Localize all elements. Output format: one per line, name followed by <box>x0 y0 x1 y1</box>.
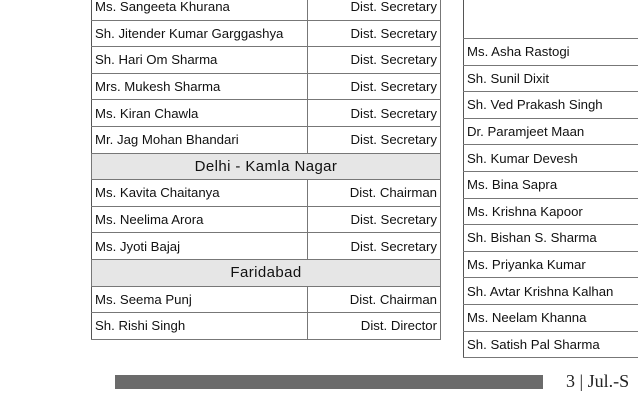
table-row <box>92 100 441 127</box>
member-name: Sh. Hari Om Sharma <box>92 47 308 74</box>
member-role: Dist. Secretary <box>308 73 441 100</box>
member-name: Sh. Avtar Krishna Kalhan <box>464 278 638 305</box>
section-header-row <box>92 153 441 180</box>
member-name: Ms. Neelima Arora <box>92 206 308 233</box>
member-name: Ms. Sangeeta Khurana <box>92 0 308 20</box>
member-name: Ms. Kiran Chawla <box>92 100 308 127</box>
table-row <box>464 171 638 198</box>
member-name: Ms. Priyanka Kumar <box>464 251 638 278</box>
table-row <box>464 278 638 305</box>
member-role: Dist. Chairman <box>308 180 441 207</box>
office-bearers-table-right <box>463 0 638 358</box>
table-row <box>464 65 638 92</box>
table-row <box>464 39 638 66</box>
member-name: Sh. Kumar Devesh <box>464 145 638 172</box>
table-row <box>464 331 638 358</box>
member-role: Dist. Secretary <box>308 20 441 47</box>
member-name: Ms. Asha Rastogi <box>464 39 638 66</box>
table-row <box>92 73 441 100</box>
footer-bar <box>115 375 543 389</box>
table-row <box>92 286 441 313</box>
table-row <box>92 47 441 74</box>
member-role: Dist. Secretary <box>308 47 441 74</box>
member-name: Dr. Paramjeet Maan <box>464 118 638 145</box>
table-row <box>92 126 441 153</box>
table-row <box>92 20 441 47</box>
table-row <box>464 0 638 39</box>
member-name: Ms. Seema Punj <box>92 286 308 313</box>
table-row <box>92 233 441 260</box>
member-role: Dist. Chairman <box>308 286 441 313</box>
member-name: Mrs. Mukesh Sharma <box>92 73 308 100</box>
member-role: Dist. Secretary <box>308 206 441 233</box>
section-header-faridabad: Faridabad <box>92 259 441 286</box>
member-name: Ms. Neelam Khanna <box>464 304 638 331</box>
office-bearers-table-left <box>91 0 441 340</box>
table-row <box>92 313 441 340</box>
member-role: Dist. Secretary <box>308 100 441 127</box>
table-row <box>464 118 638 145</box>
table-row <box>464 225 638 252</box>
table-row <box>464 92 638 119</box>
table-row <box>464 198 638 225</box>
member-role: Dist. Director <box>308 313 441 340</box>
member-name: Sh. Bishan S. Sharma <box>464 225 638 252</box>
member-name: Sh. Ved Prakash Singh <box>464 92 638 119</box>
member-role: Dist. Secretary <box>308 126 441 153</box>
table-row <box>464 304 638 331</box>
member-name: Ms. Kavita Chaitanya <box>92 180 308 207</box>
member-name: Sh. Jitender Kumar Garggashya <box>92 20 308 47</box>
member-name: Ms. Bina Sapra <box>464 171 638 198</box>
table-row <box>464 251 638 278</box>
table-row <box>92 180 441 207</box>
section-header-row <box>92 259 441 286</box>
section-header-delhi: Delhi - Kamla Nagar <box>92 153 441 180</box>
member-name: Sh. Rishi Singh <box>92 313 308 340</box>
member-role: Dist. Secretary <box>308 0 441 20</box>
member-name: Mr. Jag Mohan Bhandari <box>92 126 308 153</box>
member-name <box>464 0 638 39</box>
table-row <box>464 145 638 172</box>
member-name: Ms. Jyoti Bajaj <box>92 233 308 260</box>
page-number: 3 | Jul.-S <box>566 371 630 391</box>
member-role: Dist. Secretary <box>308 233 441 260</box>
table-row <box>92 206 441 233</box>
member-name: Sh. Satish Pal Sharma <box>464 331 638 358</box>
member-name: Sh. Sunil Dixit <box>464 65 638 92</box>
member-name: Ms. Krishna Kapoor <box>464 198 638 225</box>
table-row <box>92 0 441 20</box>
